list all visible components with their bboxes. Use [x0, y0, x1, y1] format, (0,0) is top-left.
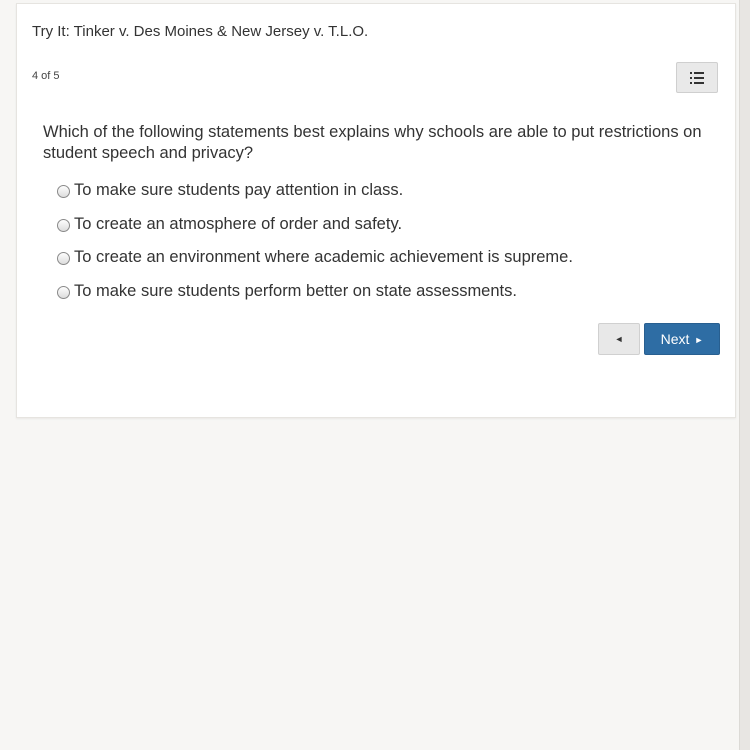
- list-icon: [690, 72, 704, 84]
- answer-option-label[interactable]: To create an atmosphere of order and safety.: [74, 214, 403, 233]
- radio-button[interactable]: [57, 286, 70, 299]
- answer-options: [57, 179, 697, 313]
- question-list-button[interactable]: [676, 62, 718, 93]
- answer-option-2[interactable]: [57, 213, 697, 247]
- left-arrow-icon: ◄: [614, 334, 624, 344]
- question-progress: 4 of 5: [32, 70, 60, 82]
- answer-option-3[interactable]: [57, 246, 697, 280]
- right-arrow-icon: ►: [694, 335, 704, 345]
- next-button-label: Next: [660, 331, 690, 347]
- question-text: Which of the following statements best explains why schools are able to put restrictions on student speech and privacy?: [43, 123, 702, 162]
- radio-button[interactable]: [57, 252, 70, 265]
- answer-option-label[interactable]: To create an environment where academic achievement is supreme.: [74, 248, 573, 267]
- activity-card: [16, 3, 736, 418]
- answer-option-4[interactable]: [57, 280, 697, 314]
- window-scroll-edge: [739, 0, 750, 750]
- previous-button[interactable]: [598, 323, 640, 355]
- answer-option-label[interactable]: To make sure students perform better on state assessments.: [74, 281, 517, 300]
- radio-button[interactable]: [57, 185, 70, 198]
- next-button[interactable]: [644, 323, 720, 355]
- answer-option-label[interactable]: To make sure students pay attention in class.: [74, 181, 404, 199]
- answer-option-1[interactable]: [57, 179, 697, 213]
- radio-button[interactable]: [57, 219, 70, 232]
- activity-title: Try It: Tinker v. Des Moines & New Jersey v. T.L.O.: [32, 23, 369, 40]
